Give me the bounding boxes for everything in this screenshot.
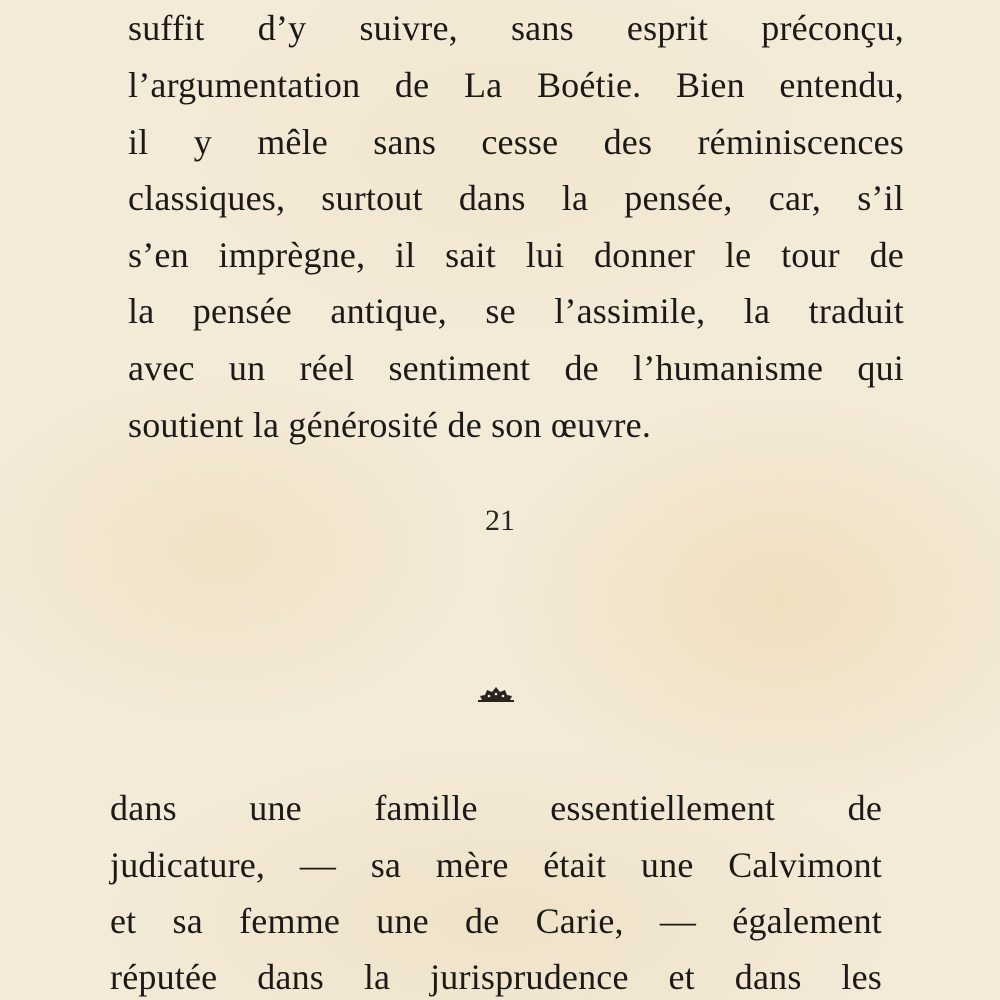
text-line: classiques, surtout dans la pensée, car, s’il xyxy=(128,178,904,218)
text-line-last: soutient la générosité de son œuvre. xyxy=(128,405,652,445)
fleuron-ornament-icon xyxy=(474,684,518,706)
text-line: il y mêle sans cesse des réminiscences xyxy=(128,122,904,162)
text-line: l’argumentation de La Boétie. Bien entendu, xyxy=(128,65,904,105)
text-line: la pensée antique, se l’assimile, la traduit xyxy=(128,291,904,331)
text-line: suffit d’y suivre, sans esprit préconçu, xyxy=(128,8,904,48)
text-line: s’en imprègne, il sait lui donner le tour de xyxy=(128,235,904,275)
text-line: et sa femme une de Carie, — également xyxy=(110,901,882,941)
text-line: avec un réel sentiment de l’humanisme qui xyxy=(128,348,904,388)
text-line: judicature, — sa mère était une Calvimont xyxy=(110,845,882,885)
text-line: dans une famille essentiellement de xyxy=(110,788,882,828)
text-line: réputée dans la jurisprudence et dans les xyxy=(110,957,882,997)
page-number: 21 xyxy=(485,504,515,537)
